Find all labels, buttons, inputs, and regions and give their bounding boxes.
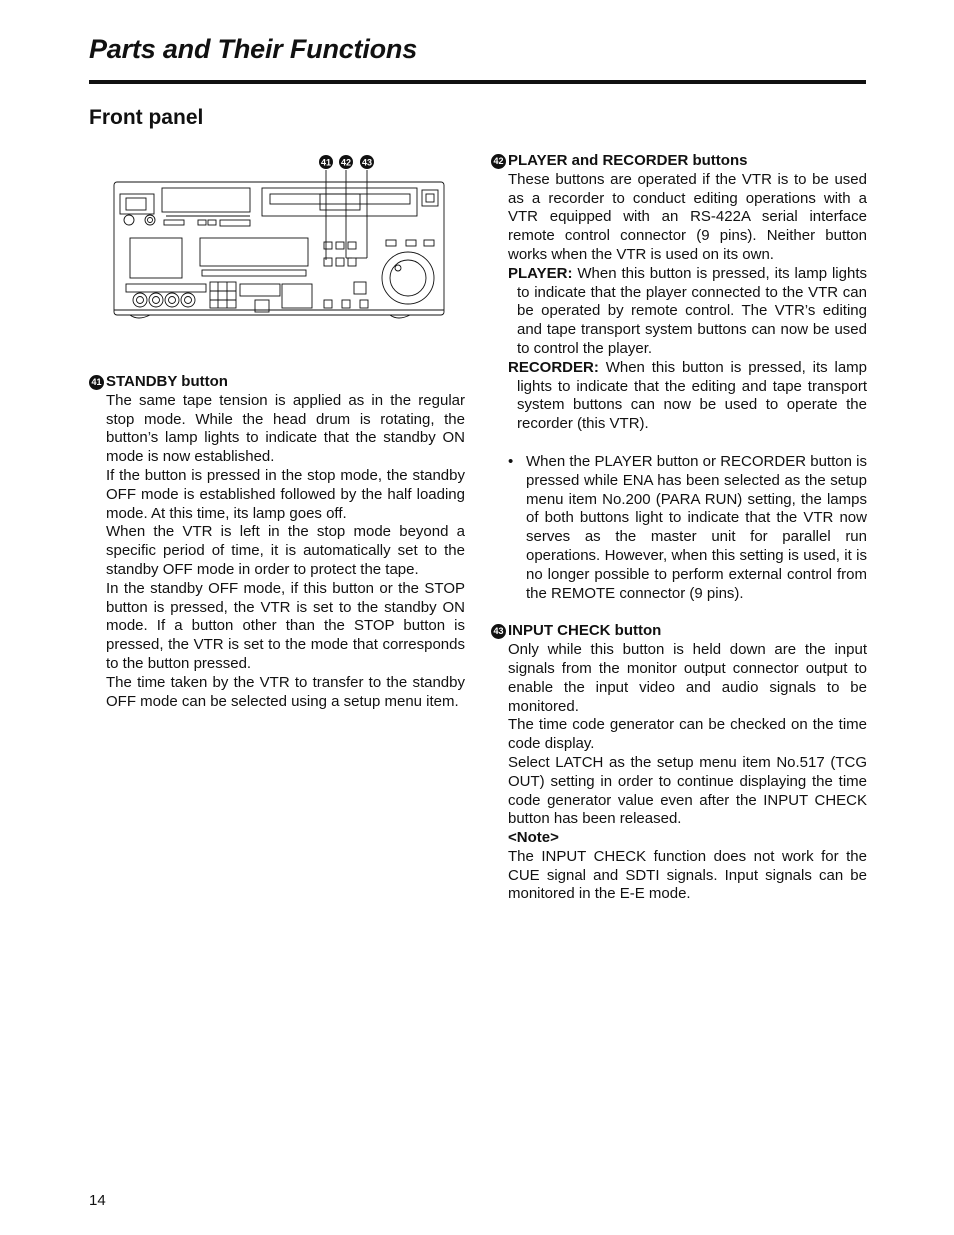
- standby-heading: [89, 373, 465, 392]
- standby-paragraph: The same tape tension is applied as in the regular stop mode. While the head drum is rotating, the button’s lamp lights to indicate that the standby ON mode is now established.: [106, 391, 465, 466]
- standby-paragraph: The time taken by the VTR to transfer to the standby OFF mode can be selected using a setup menu item.: [106, 673, 465, 710]
- input-check-heading: [491, 622, 867, 641]
- player-label: PLAYER:: [508, 264, 573, 282]
- page-title: Parts and Their Functions: [89, 34, 418, 64]
- player-recorder-heading: [491, 152, 867, 171]
- input-check-heading-text: INPUT CHECK button: [508, 622, 662, 640]
- section-heading: Front panel: [89, 106, 204, 129]
- player-recorder-intro: These buttons are operated if the VTR is to be used as a recorder to conduct editing operations with a VTR equipped with an RS-422A serial interface remote control connector (9 pins). Neither button works when the VTR is used on its own.: [508, 170, 867, 263]
- note-text: The INPUT CHECK function does not work for the CUE signal and SDTI signals. Input signals can be monitored in the E-E mode.: [508, 847, 867, 903]
- player-recorder-bullet: [508, 453, 867, 603]
- item-number-badge: 41: [89, 375, 104, 390]
- title-rule: [89, 80, 866, 84]
- input-check-item: [491, 622, 867, 904]
- svg-text:42: 42: [340, 157, 352, 168]
- standby-paragraph: In the standby OFF mode, if this button or the STOP button is pressed, the VTR is set to the standby ON mode. If a button other than the STOP button is pressed, the VTR is set to the mode that corresponds to the button pressed.: [106, 579, 465, 672]
- recorder-text: When this button is pressed, its lamp lights to indicate that the editing and tape transport system buttons can now be used to operate the recorder (this VTR).: [517, 358, 867, 433]
- item-number-badge: 42: [491, 154, 506, 169]
- standby-paragraph: When the VTR is left in the stop mode beyond a specific period of time, it is automatically set to the standby OFF mode in order to protect the tape.: [106, 523, 465, 578]
- input-check-paragraph: Only while this button is held down are the input signals from the monitor output connector output to enable the input video and audio signals to be monitored.: [508, 641, 867, 715]
- svg-text:41: 41: [320, 157, 332, 168]
- recorder-description: [508, 359, 867, 434]
- standby-heading-text: STANDBY button: [106, 373, 228, 390]
- player-description: [508, 265, 867, 359]
- right-column: [491, 152, 867, 904]
- player-recorder-item: [491, 152, 867, 603]
- callout-42: [339, 155, 353, 169]
- input-check-paragraph: The time code generator can be checked on the time code display.: [508, 716, 867, 753]
- note-heading: <Note>: [508, 829, 559, 847]
- player-recorder-heading-text: PLAYER and RECORDER buttons: [508, 152, 748, 169]
- front-panel-illustration: [110, 150, 450, 325]
- input-check-paragraph: Select LATCH as the setup menu item No.517 (TCG OUT) setting in order to continue displaying the time code generator value even after the INPUT CHECK button has been released.: [508, 753, 867, 828]
- item-number-badge: 43: [491, 624, 506, 639]
- callout-41: [319, 155, 333, 169]
- bullet-mark: •: [508, 452, 514, 470]
- standby-item: [89, 373, 465, 711]
- left-column: [89, 373, 465, 711]
- standby-paragraph: If the button is pressed in the stop mode, the standby OFF mode is established followed by the half loading mode. At this time, its lamp goes off.: [106, 466, 465, 522]
- page-number: 14: [89, 1192, 106, 1209]
- bullet-text: When the PLAYER button or RECORDER button is pressed while ENA has been selected as the setup menu item No.200 (PARA RUN) setting, the lamps of both buttons light to indicate that the VTR now serves as the master unit for parallel run operations. However, when this setting is used, it is no longer possible to perform external control from the REMOTE connector (9 pins).: [526, 452, 867, 602]
- recorder-label: RECORDER:: [508, 358, 599, 376]
- player-text: When this button is pressed, its lamp lights to indicate that the player connected to the VTR can be operated by remote control. The VTR’s editing and tape transport system buttons can now be used to control the player.: [517, 264, 867, 357]
- svg-text:43: 43: [361, 157, 373, 168]
- callout-43: [360, 155, 374, 169]
